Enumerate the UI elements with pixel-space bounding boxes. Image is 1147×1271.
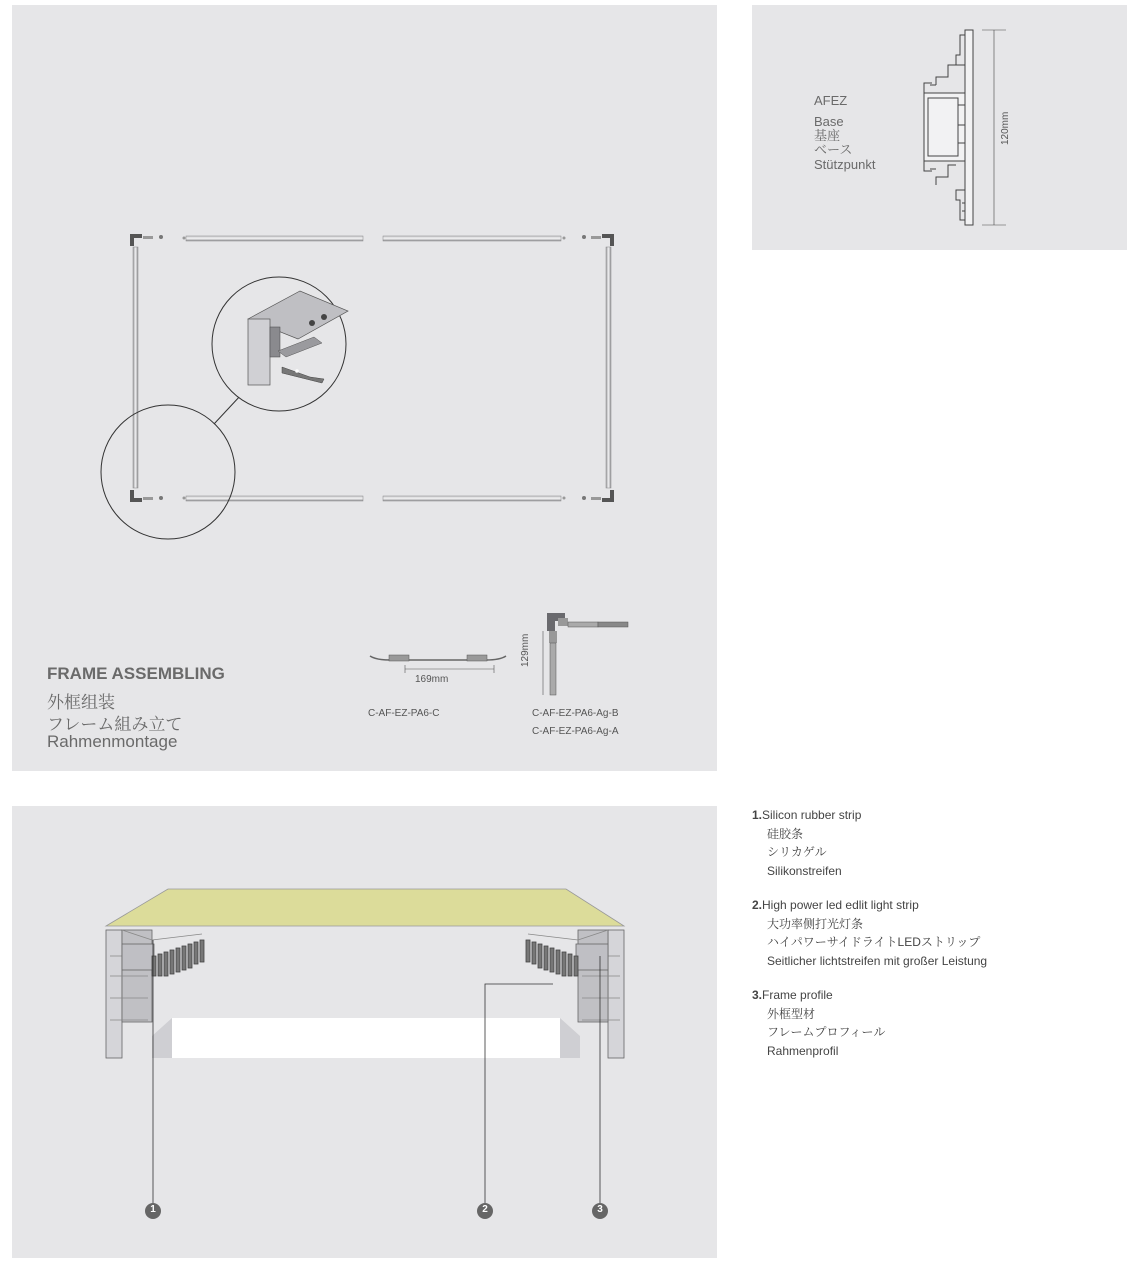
corner-connector (543, 613, 628, 695)
frame-assembly-drawing (12, 5, 717, 771)
marker-3-label: 3 (597, 1204, 603, 1215)
legend-item-3-jp: フレームプロフィール (767, 1025, 886, 1039)
legend-item-3-en: Frame profile (762, 988, 833, 1002)
corner-connector-dimension: 129mm (520, 633, 531, 667)
bottom-bar-right (383, 496, 561, 501)
straight-connector-code: C-AF-EZ-PA6-C (368, 708, 440, 719)
detail-circle-small (101, 405, 235, 539)
frame-assembling-panel (12, 5, 717, 771)
corner-connector-code-a: C-AF-EZ-PA6-Ag-A (532, 726, 619, 737)
profile-section-drawing (752, 5, 1127, 250)
corner-bottom-right (563, 490, 615, 502)
legend-item-2-en: High power led edlit light strip (762, 898, 919, 912)
marker-2-label: 2 (482, 1204, 488, 1215)
straight-connector-dimension: 169mm (415, 674, 449, 685)
top-bar-right (383, 236, 561, 241)
cross-section-drawing (12, 806, 717, 1258)
top-bar-left (186, 236, 363, 241)
left-bar (133, 247, 138, 488)
legend-item-1-de: Silikonstreifen (767, 863, 842, 878)
legend-item-1-cn: 硅胶条 (767, 826, 804, 841)
corner-top-left (130, 234, 186, 246)
corner-top-right (563, 234, 615, 246)
marker-1-label: 1 (150, 1204, 156, 1215)
straight-connector (370, 655, 506, 673)
diffuser-panel (106, 889, 624, 926)
frame-assembling-jp: フレーム組み立て (47, 715, 183, 734)
corner-bottom-left (130, 490, 186, 502)
profile-height-dimension: 120mm (1000, 111, 1011, 145)
legend-item-2-number: 2. (752, 898, 763, 912)
frame-assembling-title: FRAME ASSEMBLING (47, 664, 225, 683)
legend-item-2 (752, 896, 1132, 970)
legend-item-1-jp: シリカゲル (767, 845, 827, 859)
parts-legend (752, 806, 1132, 1076)
legend-item-1-en: Silicon rubber strip (762, 808, 862, 822)
frame-assembling-de: Rahmenmontage (47, 732, 178, 751)
legend-item-3-cn: 外框型材 (767, 1006, 816, 1021)
legend-item-3 (752, 986, 1132, 1060)
frame-assembling-cn: 外框组装 (47, 693, 115, 712)
leader-line-2 (485, 984, 553, 1204)
legend-item-3-de: Rahmenprofil (767, 1043, 839, 1058)
corner-connector-code-b: C-AF-EZ-PA6-Ag-B (532, 708, 619, 719)
legend-item-1-number: 1. (752, 808, 763, 822)
magnifier-line (214, 395, 241, 424)
legend-item-2-de: Seitlicher lichtstreifen mit großer Leistung (767, 953, 988, 968)
profile-label-de: Stützpunkt (814, 157, 876, 172)
profile-label-en: Base (814, 114, 844, 129)
profile-panel (752, 5, 1127, 250)
profile-label-jp: ベース (814, 142, 853, 157)
bottom-bar-left (186, 496, 363, 501)
cross-section-panel (12, 806, 717, 1258)
legend-item-2-jp: ハイパワーサイドライトLEDストリップ (767, 935, 981, 949)
right-bar (606, 247, 611, 488)
legend-item-2-cn: 大功率侧打光灯条 (767, 916, 864, 931)
profile-model: AFEZ (814, 93, 848, 108)
light-panel (172, 1018, 560, 1058)
legend-item-1 (752, 806, 1132, 880)
legend-item-3-number: 3. (752, 988, 763, 1002)
profile-label-cn: 基座 (814, 128, 841, 143)
